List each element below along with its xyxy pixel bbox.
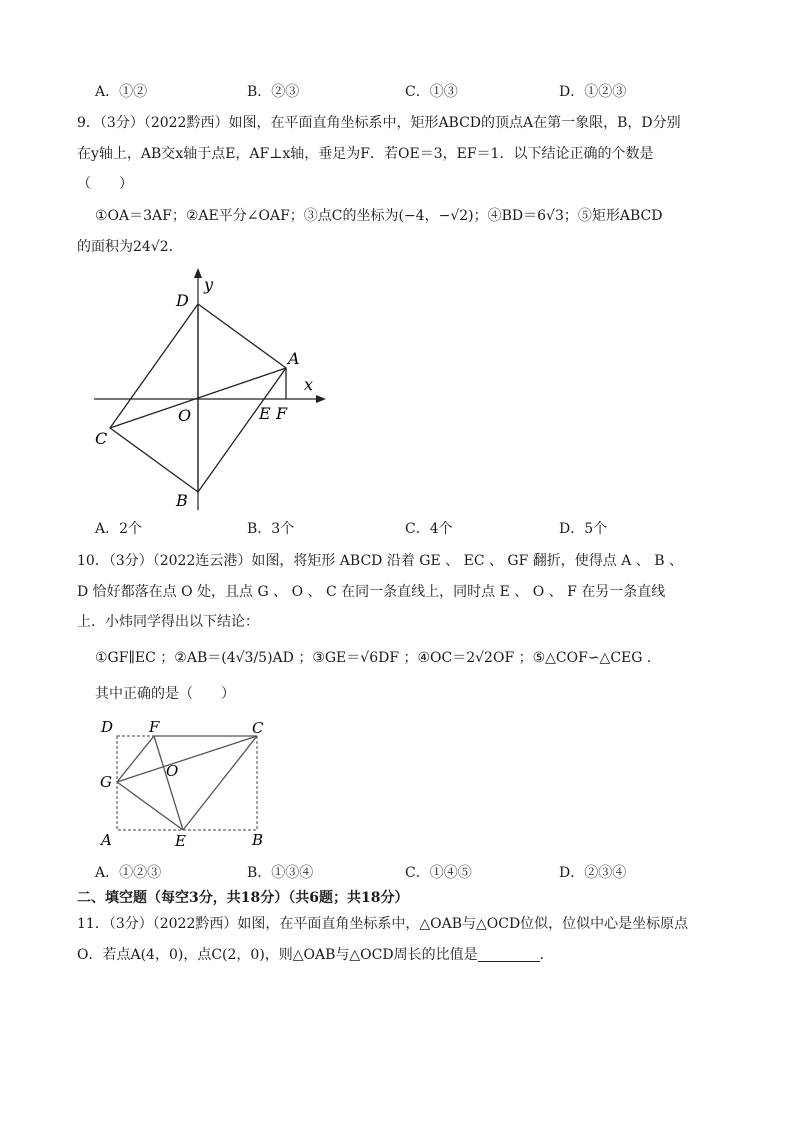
q10-stem-line2: D 恰好都落在点 O 处，且点 G 、 O 、 C 在同一条直线上，同时点 E 、 O 、 F 在另一条直线 <box>77 584 666 600</box>
section2-title: 二、填空题（每空3分，共18分）（共6题；共18分） <box>77 890 409 906</box>
q10-figure <box>95 712 275 852</box>
q11-stem-line2 <box>77 945 554 965</box>
q9-stem-line1: 9．（3分）（2022黔西）如图，在平面直角坐标系中，矩形ABCD的顶点A在第一象限，B，D分别 <box>77 115 681 131</box>
q11-answer-blank[interactable] <box>478 947 540 962</box>
q9-label-b: B <box>176 491 188 510</box>
q9-label-d: D <box>176 291 189 310</box>
q10-label-g: G <box>100 773 112 791</box>
q11-stem-line1: 11．（3分）（2022黔西）如图，在平面直角坐标系中，△OAB与△OCD位似，位似中心是坐标原点 <box>77 916 689 932</box>
q9-label-o: O <box>178 406 192 425</box>
q9-option-d: D．5个 <box>559 521 608 537</box>
q10-label-f: F <box>149 718 160 736</box>
q10-option-c: C．①④⑤ <box>405 865 472 881</box>
q10-stem-line1: 10．（3分）（2022连云港）如图，将矩形 ABCD 沿着 GE 、 EC 、 GF 翻折，使得点 A 、 B 、 <box>77 553 683 569</box>
q9-option-c: C．4个 <box>405 521 453 537</box>
q11-stem-end: ． <box>539 947 554 963</box>
q10-question: 其中正确的是（ ） <box>95 686 235 702</box>
q9-label-c: C <box>95 429 108 448</box>
q10-label-b: B <box>252 831 264 849</box>
q10-label-d: D <box>101 718 114 736</box>
q10-option-b: B．①③④ <box>247 865 314 881</box>
q8-options <box>95 81 715 101</box>
q9-conclusions-line1: ①OA＝3AF；②AE平分∠OAF；③点C的坐标为(−4，−√2)；④BD＝6√3；⑤矩形ABCD <box>95 208 663 224</box>
q9-conclusions-line2: 的面积为24√2． <box>77 239 183 255</box>
q9-label-e: E <box>259 404 271 423</box>
q10-label-e: E <box>175 832 186 850</box>
q10-stem-line3: 上．小炜同学得出以下结论： <box>77 614 259 630</box>
q9-label-y: y <box>204 275 214 294</box>
q11-stem-line2-text: O．若点A(4，0)，点C(2，0)，则△OAB与△OCD周长的比值是 <box>77 947 478 963</box>
q10-label-c: C <box>252 719 264 737</box>
q9-stem-line3: （ ） <box>77 176 133 192</box>
q10-label-a: A <box>101 831 112 849</box>
q8-option-d: D．①②③ <box>559 84 627 100</box>
q9-stem-line2: 在y轴上，AB交x轴于点E，AF⊥x轴，垂足为F．若OE＝3，EF＝1．以下结论正确的个数是 <box>77 146 654 162</box>
q8-option-b: B．②③ <box>247 84 300 100</box>
q9-label-x: x <box>304 375 314 394</box>
q9-option-b: B．3个 <box>247 521 295 537</box>
q9-options <box>95 518 715 538</box>
q9-option-a: A．2个 <box>95 521 143 537</box>
q10-conclusions: ①GF∥EC ；②AB＝(4√3/5)AD ；③GE＝√6DF ；④OC＝2√2OF ；⑤△COF∽△CEG ． <box>95 650 661 666</box>
q8-option-c: C．①③ <box>405 84 458 100</box>
q9-label-a: A <box>288 349 300 368</box>
q9-figure <box>90 262 330 514</box>
q8-option-a: A．①② <box>95 84 148 100</box>
q10-label-o: O <box>166 762 179 780</box>
q10-options <box>95 862 715 882</box>
q10-option-d: D．②③④ <box>559 865 627 881</box>
q10-option-a: A．①②③ <box>95 865 162 881</box>
q9-label-f: F <box>276 404 288 423</box>
